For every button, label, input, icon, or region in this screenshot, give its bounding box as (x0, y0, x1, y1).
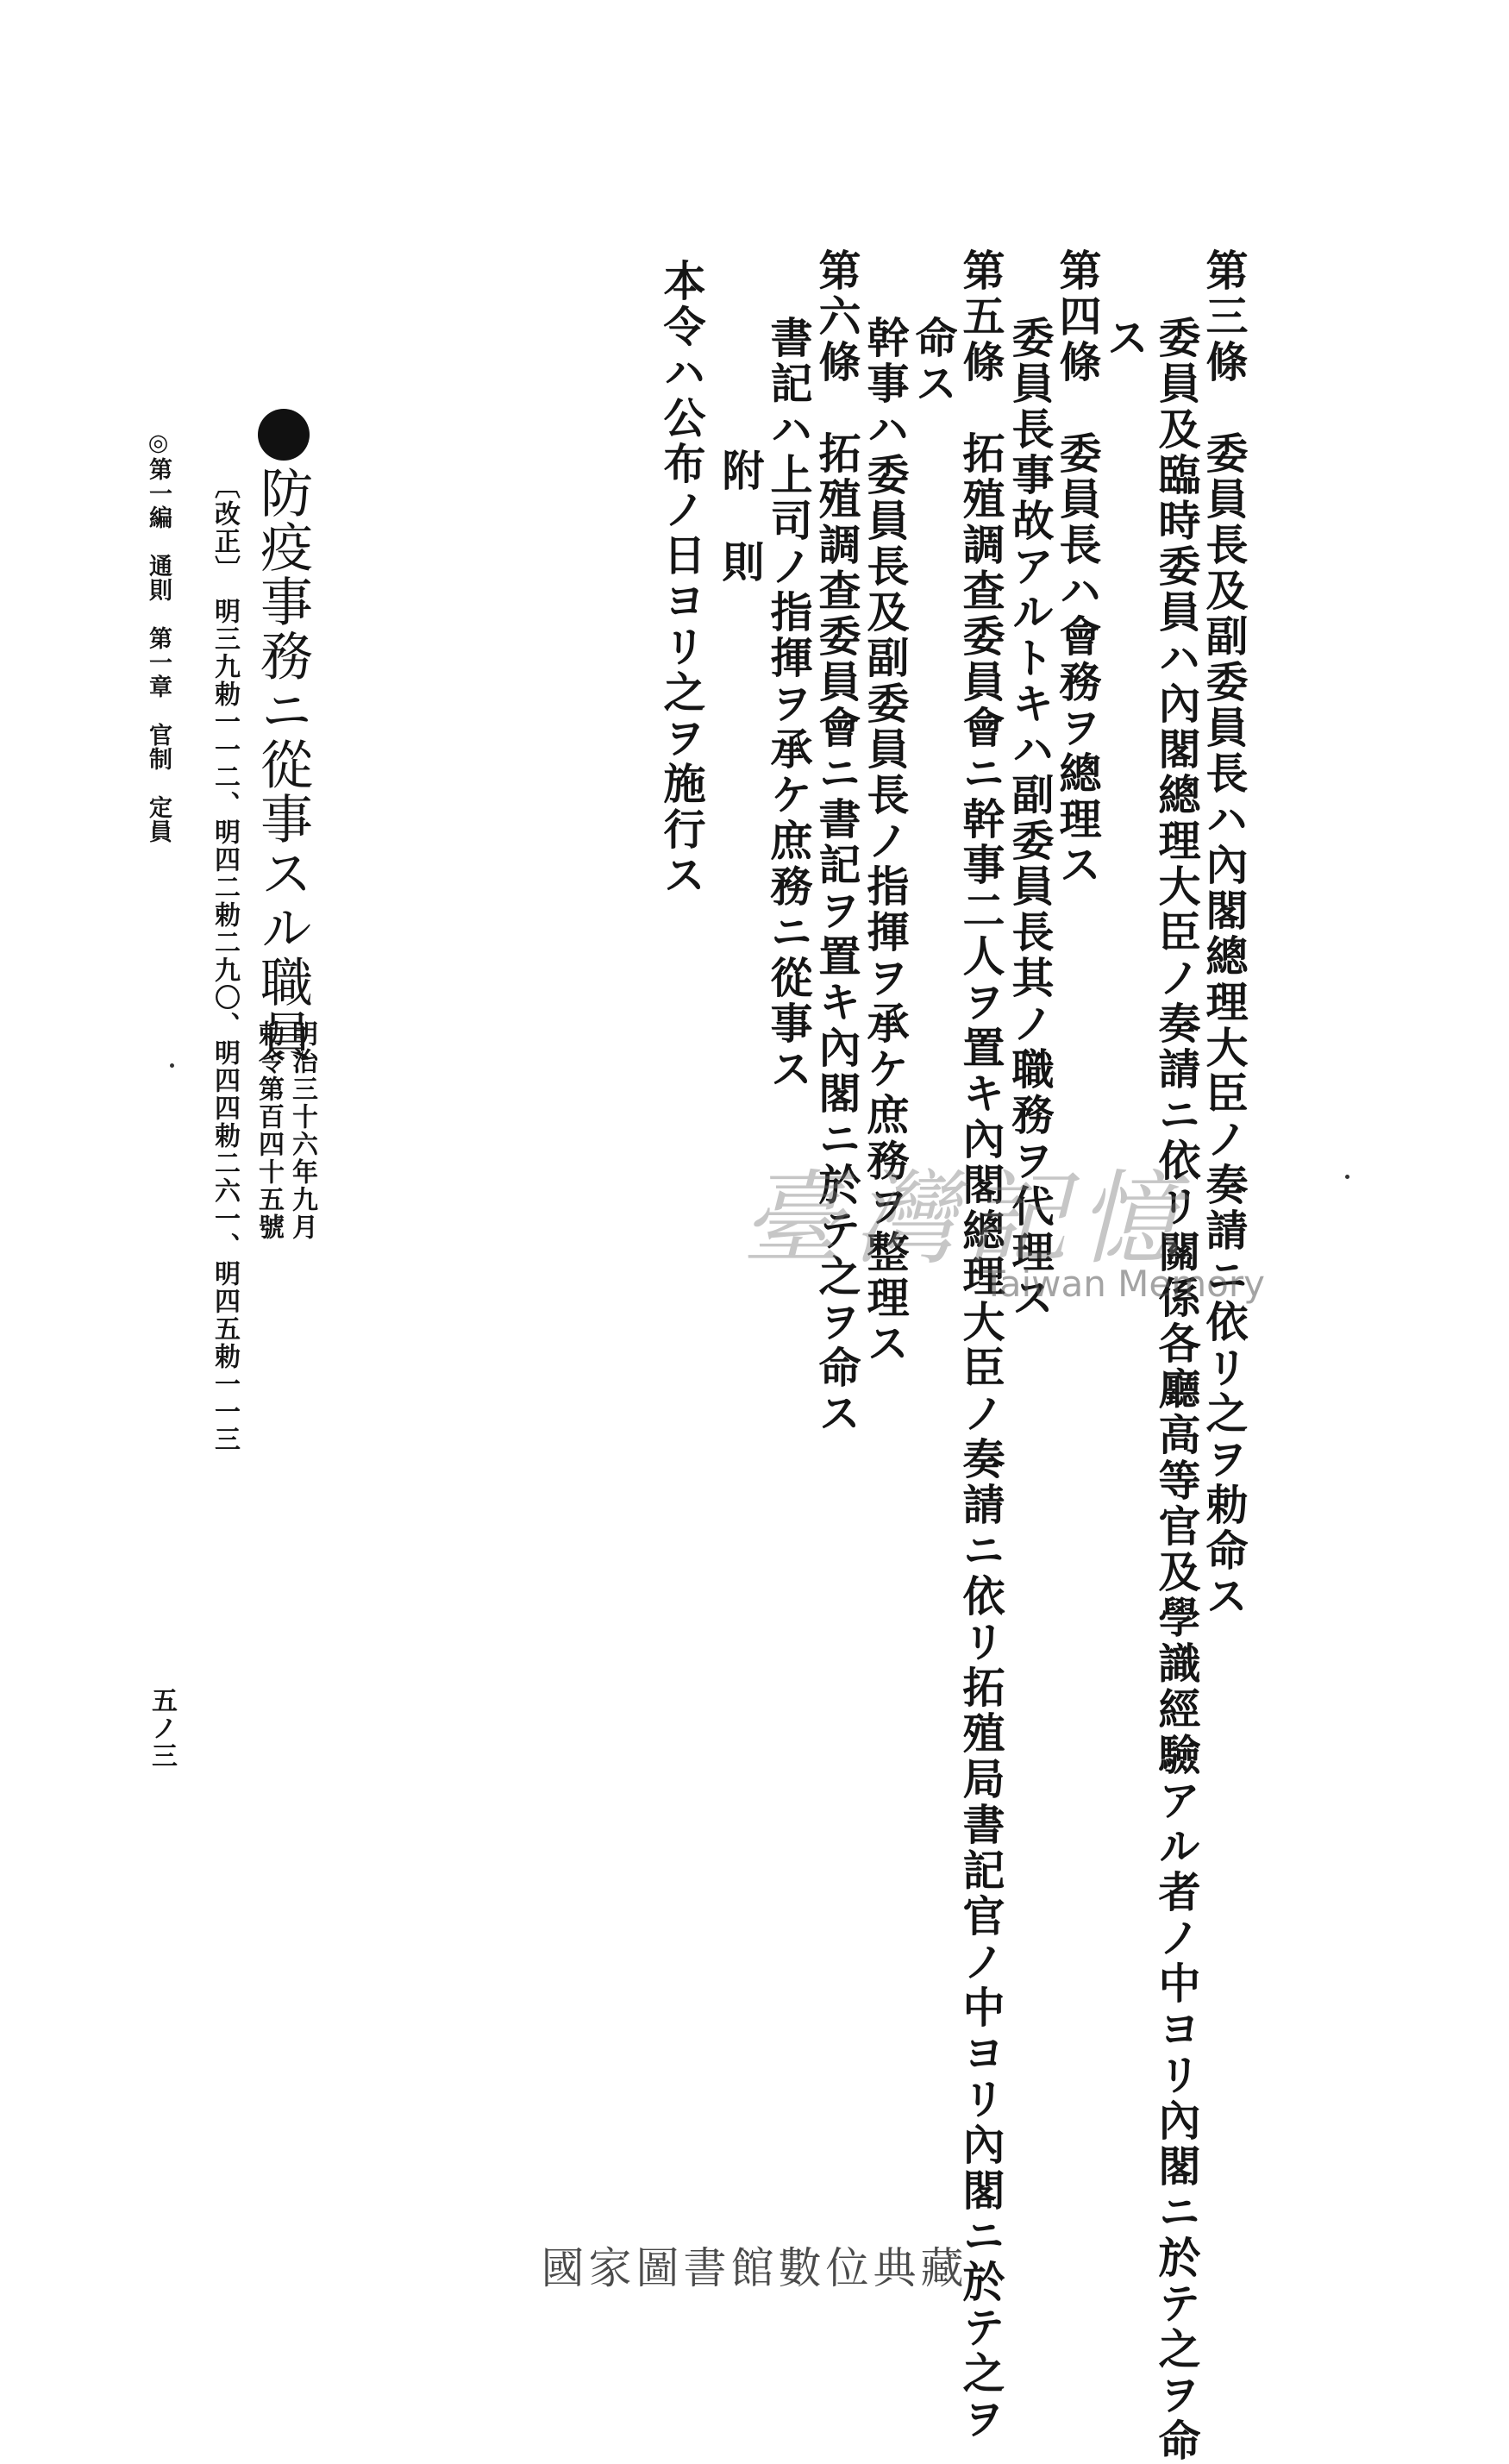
article-6-continuation-column: 書記ハ上司ノ指揮ヲ承ケ庶務ニ從事ス (764, 316, 814, 1093)
page-number: 五ノ三 (147, 1687, 177, 1770)
article-3-column: 第三條 委員長及副委員長ハ內閣總理大臣ノ奏請ニ依リ之ヲ勅命ス (1199, 248, 1249, 1620)
section-title: 防疫事務ニ從事スル職員 (252, 466, 313, 1063)
section-bullet-mark (258, 409, 310, 461)
article-3-end-column: ス (1100, 316, 1150, 361)
section-ordinance-number: 勅令第百四十五號 (254, 1020, 284, 1241)
supplementary-provision-column: 本令ハ公布ノ日ヨリ之ヲ施行ス (657, 259, 707, 899)
article-4-continuation-column: 委員長事故アルトキハ副委員長其ノ職務ヲ代理ス (1005, 316, 1055, 1321)
running-head: ◎第一編 通則 第一章 官制 定員 (145, 429, 172, 843)
article-5-column: 第五條 拓殖調查委員會ニ幹事二人ヲ置キ內閣總理大臣ノ奏請ニ依リ拓殖局書記官ノ中ヨリ內閣ニ於テ之ヲ (956, 248, 1006, 2442)
watermark-sub-text: Taiwan Memory (983, 1263, 1265, 1305)
taiwan-memory-watermark (742, 1137, 1265, 1326)
scan-speck (170, 1063, 174, 1068)
article-5-continuation-column: 幹事ハ委員長及副委員長ノ指揮ヲ承ケ庶務ヲ整理ス (861, 316, 911, 1367)
section-amendment-history: 〔改正〕 明三九勅一一二、明四二勅二九〇、明四四勅二六一、明四五勅一一三 (210, 473, 240, 1453)
section-enactment-date: 明治三十六年九月 (287, 1020, 317, 1241)
article-5-end-column: 命ス (909, 316, 959, 407)
watermark-main-text: 臺灣記憶 (742, 1159, 1191, 1278)
article-3-continuation-column: 委員及臨時委員ハ內閣總理大臣ノ奏請ニ依リ關係各廳高等官及學識經驗アル者ノ中ヨリ內閣ニ於テ之ヲ命 (1152, 316, 1202, 2464)
article-6-column: 第六條 拓殖調查委員會ニ書記ヲ置キ內閣ニ於テ之ヲ命ス (812, 248, 862, 1437)
scan-speck (1345, 1175, 1349, 1179)
library-collection-stamp: 國家圖書館數位典藏 (541, 2243, 968, 2293)
article-4-column: 第四條 委員長ハ會務ヲ總理ス (1053, 248, 1103, 888)
supplementary-provisions-heading: 附 則 (716, 448, 766, 586)
